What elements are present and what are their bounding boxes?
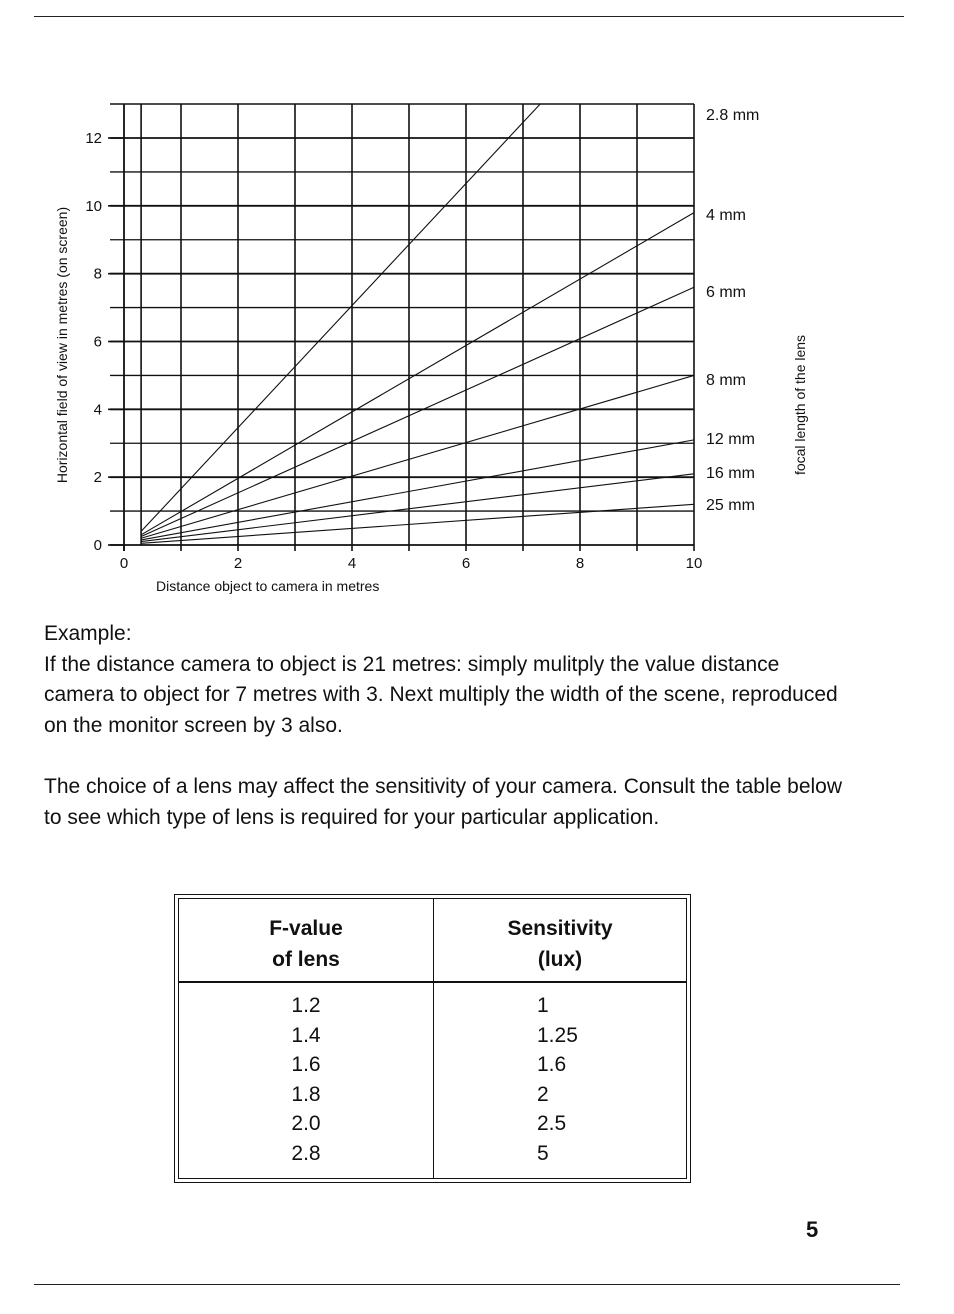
y-tick-label: 2 bbox=[93, 469, 102, 487]
f-value-cell: 1.8 bbox=[291, 1082, 321, 1106]
series-line bbox=[141, 213, 694, 535]
sensitivity-cell: 5 bbox=[537, 1141, 549, 1165]
example-heading: Example: bbox=[44, 622, 132, 645]
y-tick-label: 0 bbox=[93, 537, 102, 554]
x-tick-label: 6 bbox=[461, 555, 471, 572]
sensitivity-cell: 1.6 bbox=[537, 1053, 567, 1076]
y-tick-label: 6 bbox=[93, 333, 102, 351]
series-label: 2.8 mm bbox=[706, 107, 760, 124]
sensitivity-table bbox=[174, 894, 691, 1183]
f-value-column bbox=[179, 983, 434, 1178]
f-value-cell: 1.2 bbox=[291, 994, 321, 1017]
sensitivity-cell: 2.5 bbox=[537, 1112, 567, 1135]
y-axis-title: Horizontal field of view in metres (on screen) bbox=[54, 206, 70, 484]
f-value-cell: 1.6 bbox=[291, 1053, 321, 1076]
focal-length-chart bbox=[0, 0, 954, 610]
x-axis-title: Distance object to camera in metres bbox=[156, 578, 380, 594]
y-tick-label: 10 bbox=[85, 197, 102, 215]
series-label: 25 mm bbox=[706, 497, 755, 514]
sensitivity-column bbox=[434, 983, 686, 1178]
x-tick-label: 4 bbox=[347, 555, 357, 572]
sensitivity-cell: 1 bbox=[537, 994, 549, 1017]
series-line bbox=[141, 287, 694, 536]
sensitivity-table-grid bbox=[178, 898, 687, 1179]
header-f-value-line-2: of lens bbox=[272, 948, 340, 971]
series-axis-title: focal length of the lens bbox=[792, 334, 808, 476]
series-line bbox=[141, 375, 694, 538]
chart-labels bbox=[54, 107, 808, 594]
y-tick-label: 8 bbox=[93, 265, 102, 283]
series-line bbox=[141, 440, 694, 540]
series-label: 12 mm bbox=[706, 431, 755, 448]
example-block bbox=[44, 619, 844, 741]
y-tick-label: 4 bbox=[93, 401, 102, 419]
series-label: 6 mm bbox=[706, 284, 746, 301]
header-sensitivity-line-1: Sensitivity bbox=[507, 917, 613, 940]
series-line bbox=[141, 474, 694, 542]
series-line bbox=[141, 104, 540, 531]
x-tick-label: 10 bbox=[685, 555, 703, 572]
x-tick-label: 2 bbox=[233, 555, 243, 572]
f-value-cell: 1.4 bbox=[291, 1023, 321, 1047]
header-f-value bbox=[179, 899, 434, 983]
header-sensitivity-line-2: (lux) bbox=[537, 948, 583, 971]
y-tick-label: 12 bbox=[85, 130, 102, 147]
f-value-cell: 2.8 bbox=[291, 1141, 321, 1165]
series-label: 8 mm bbox=[706, 372, 746, 389]
header-sensitivity bbox=[434, 899, 686, 983]
x-tick-label: 0 bbox=[119, 555, 129, 572]
series-line bbox=[141, 504, 694, 543]
bottom-rule bbox=[34, 1284, 900, 1285]
example-text: If the distance camera to object is 21 metres: simply mulitply the value distance camera to object for 7 metres with 3. Next multiply the width of the scene, reproduced on the monitor screen by 3 also. bbox=[44, 652, 838, 737]
chart-grid bbox=[110, 104, 694, 545]
sensitivity-cell: 2 bbox=[537, 1082, 549, 1106]
series-label: 4 mm bbox=[706, 207, 746, 224]
chart-axes bbox=[108, 104, 694, 551]
x-tick-label: 8 bbox=[575, 555, 585, 572]
lens-sensitivity-paragraph: The choice of a lens may affect the sensitivity of your camera. Consult the table below to see which type of lens is required for your particular application. bbox=[44, 775, 843, 829]
f-value-cell: 2.0 bbox=[291, 1112, 321, 1135]
header-f-value-line-1: F-value bbox=[269, 917, 343, 940]
series-label: 16 mm bbox=[706, 465, 755, 482]
sensitivity-cell: 1.25 bbox=[537, 1023, 578, 1047]
page-number: 5 bbox=[806, 1217, 819, 1242]
